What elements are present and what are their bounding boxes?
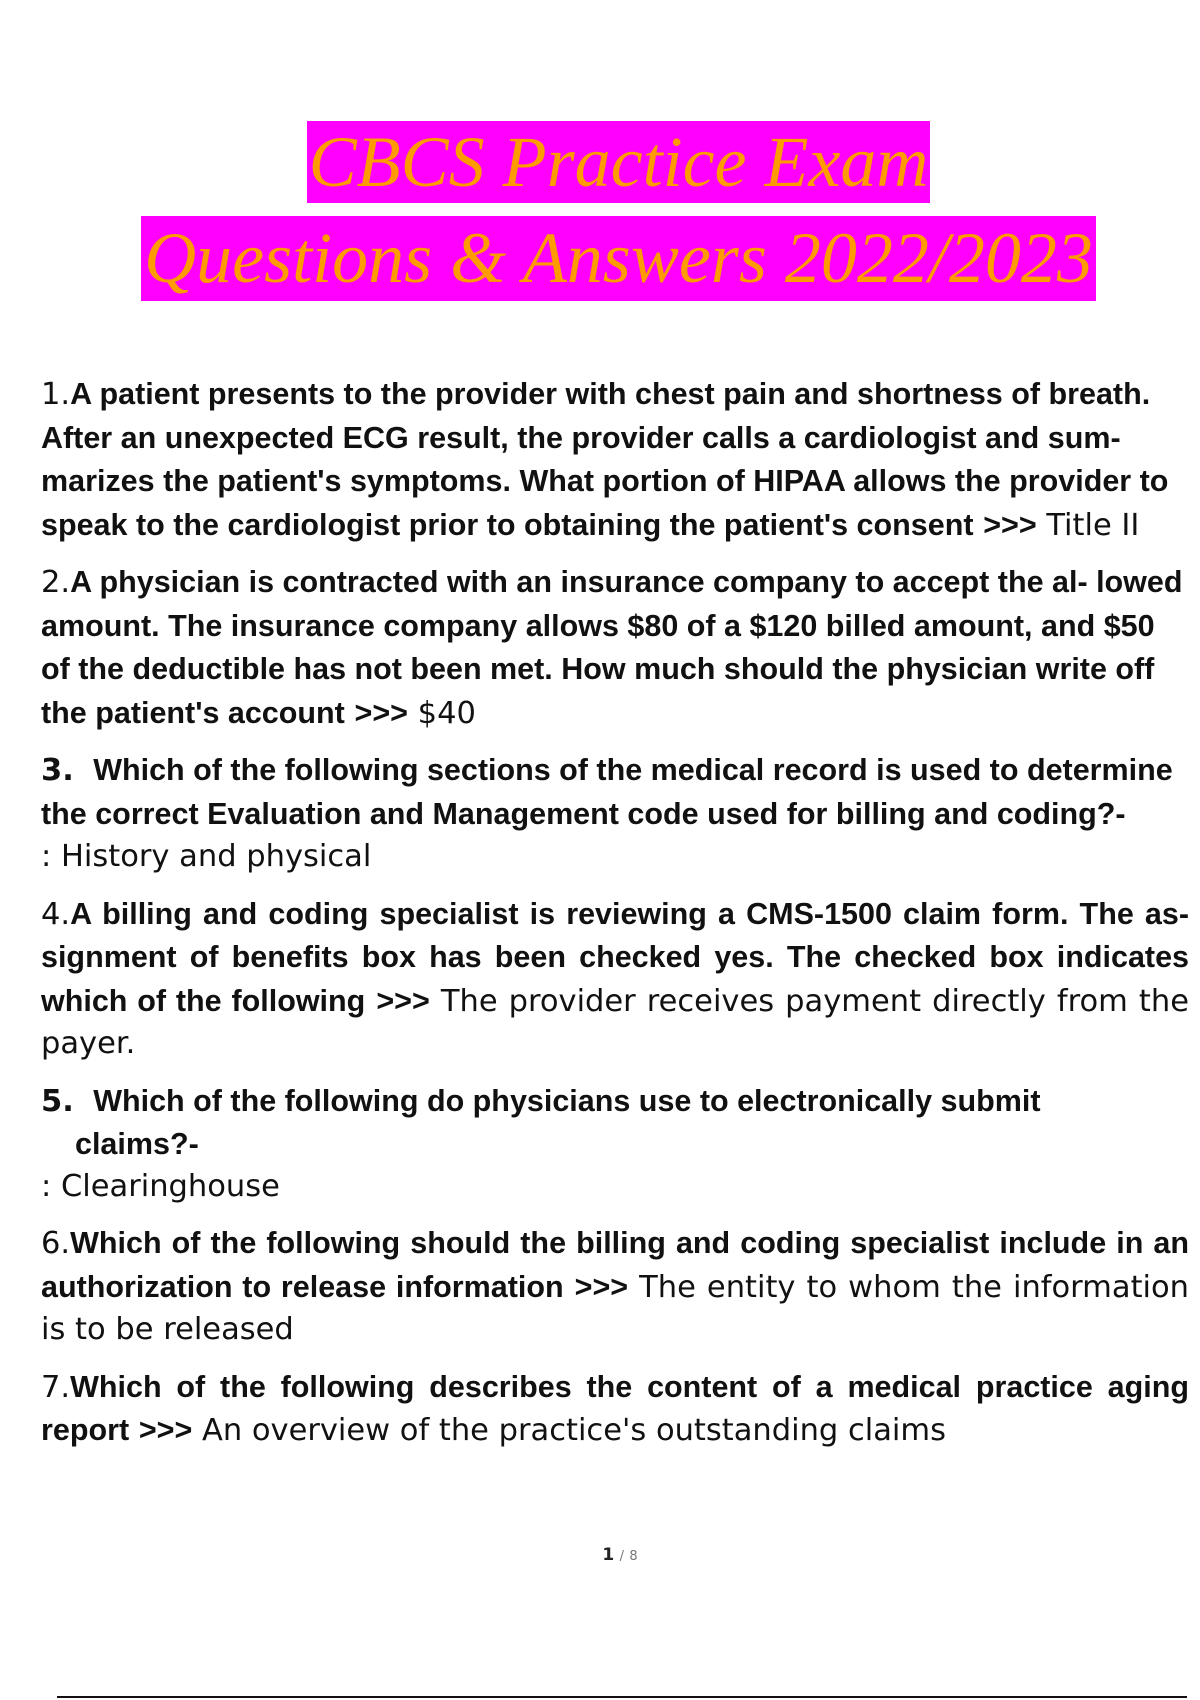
question-number: 5.: [41, 1083, 74, 1119]
answer-text: : Clearinghouse: [41, 1168, 280, 1204]
answer-separator: >>>: [138, 1413, 193, 1447]
question-text-line-1: Which of the following do physicians use to electronically submit: [93, 1083, 1041, 1118]
question-item-5: [41, 1080, 1189, 1209]
page-indicator: [0, 1545, 1200, 1565]
answer-separator: >>>: [354, 695, 408, 730]
answer-separator: >>>: [376, 983, 430, 1018]
question-number: 4.: [41, 896, 71, 932]
question-number: 2.: [41, 565, 71, 600]
question-item-6: [41, 1222, 1189, 1352]
question-item-7: [41, 1366, 1189, 1453]
document-title-line-1: CBCS Practice Exam: [308, 122, 929, 202]
answer-separator: >>>: [983, 507, 1037, 542]
question-item-3: [41, 749, 1189, 879]
question-text: A physician is contracted with an insurance company to accept the al- lowed amount. The insurance company allows $80 of a $120 billed amount, and $50 of the deductible has not been met. How much should the physician write off the patient's account: [41, 565, 1183, 730]
question-text: Which of the following should the billing and coding specialist include in an authorization to release information: [41, 1226, 1189, 1304]
question-item-2: [41, 561, 1189, 735]
question-item-4: [41, 893, 1189, 1066]
answer-text: : History and physical: [41, 839, 372, 874]
document-title-line-2: Questions & Answers 2022/2023: [141, 216, 1096, 301]
question-item-1: [41, 373, 1189, 547]
answer-text: $40: [417, 695, 476, 731]
page-current: 1: [602, 1545, 615, 1565]
question-text-line-2: claims?-: [75, 1127, 199, 1161]
answer-text: Title II: [1046, 507, 1140, 543]
question-number: 6.: [41, 1226, 71, 1261]
question-text: A billing and coding specialist is reviewing a CMS-1500 claim form. The as- signment of benefits box has been checked yes. The checked box indicates which of the following: [41, 896, 1189, 1018]
page-separator: /: [619, 1549, 624, 1564]
answer-text: The provider receives payment directly from the payer.: [41, 983, 1189, 1061]
question-number: 1.: [41, 377, 71, 412]
question-text: A patient presents to the provider with chest pain and shortness of breath. After an unexpected ECG result, the provider calls a cardiologist and sum- marizes the patient's symptoms. What portion of HIPAA allows the provider to speak to the cardiologist prior to obtaining the patient's consent: [41, 377, 1169, 542]
footer-divider: [57, 1696, 1187, 1698]
answer-separator: >>>: [574, 1269, 629, 1304]
question-text: Which of the following describes the content of a medical practice aging report: [41, 1369, 1189, 1447]
question-number: 3.: [41, 753, 74, 788]
answer-text: The entity to whom the information is to be released: [41, 1269, 1189, 1347]
page-total: 8: [629, 1549, 638, 1564]
answer-text: An overview of the practice's outstanding claims: [201, 1413, 946, 1448]
question-text: Which of the following sections of the medical record is used to determine the correct Evaluation and Management code used for billing and coding?-: [41, 753, 1173, 831]
question-number: 7.: [41, 1369, 71, 1405]
question-list: [41, 373, 1189, 1467]
